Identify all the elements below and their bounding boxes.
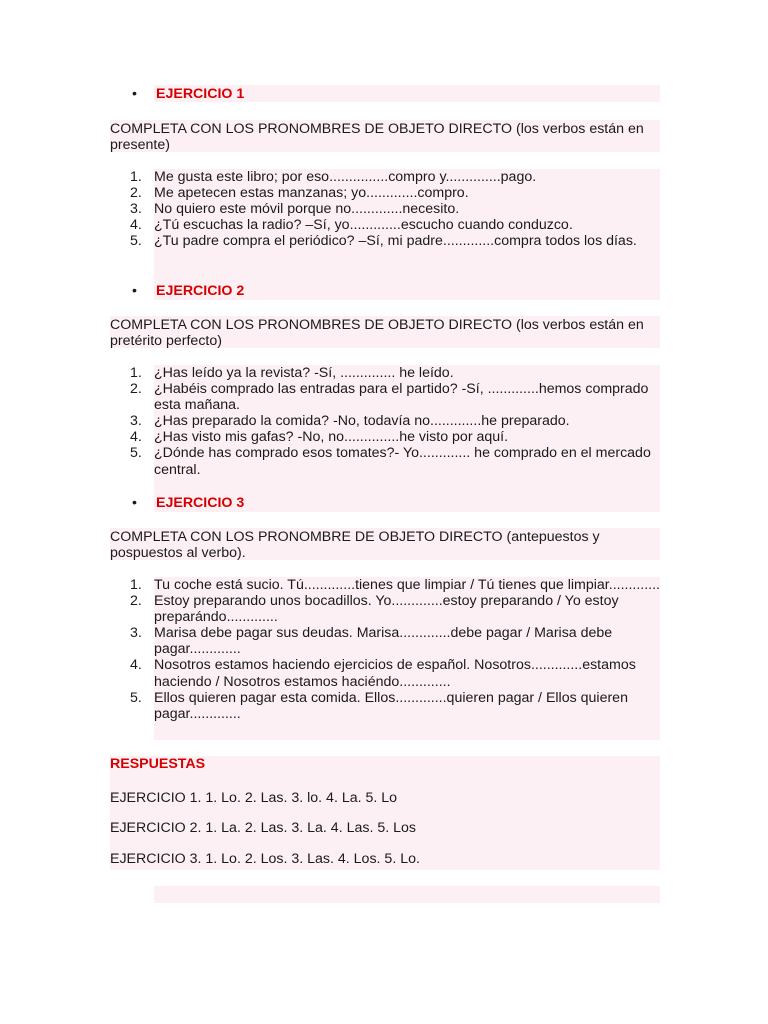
item-number: 4. [130,217,142,234]
item-number: 4. [130,429,142,446]
item-text: ¿Habéis comprado las entradas para el partido? -Sí, .............hemos comprado esta mañana. [154,381,649,414]
answer-line-3: EJERCICIO 3. 1. Lo. 2. Los. 3. Las. 4. Los. 5. Lo. [110,851,420,867]
item-text: No quiero este móvil porque no.............necesito. [154,201,460,218]
ex1-bullet: • [132,86,137,102]
item-text: ¿Dónde has comprado esos tomates?- Yo............. he comprado en el mercado central. [154,445,651,478]
band-empty-bottom [154,886,660,903]
answer-line-1: EJERCICIO 1. 1. Lo. 2. Las. 3. lo. 4. La. 5. Lo [110,790,398,806]
list-item [130,625,660,658]
answer-line-2: EJERCICIO 2. 1. La. 2. Las. 3. La. 4. Las. 5. Los [110,820,416,836]
item-text: Me gusta este libro; por eso...............compro y..............pago. [154,169,537,185]
item-number: 5. [130,233,142,250]
item-number: 3. [130,625,142,642]
ex3-instruction: COMPLETA CON LOS PRONOMBRE DE OBJETO DIRECTO (antepuestos y pospuestos al verbo). [110,529,600,561]
ex2-instruction: COMPLETA CON LOS PRONOMBRES DE OBJETO DIRECTO (los verbos están en pretérito perfecto) [110,317,644,349]
list-item [130,185,660,202]
item-number: 2. [130,593,142,610]
item-text: ¿Has visto mis gafas? -No, no..............he visto por aquí. [154,429,509,446]
item-number: 5. [130,689,142,706]
item-text: Tu coche está sucio. Tú.............tienes que limpiar / Tú tienes que limpiar............. [154,577,660,593]
ex3-list [130,577,660,722]
item-text: Marisa debe pagar sus deudas. Marisa.............debe pagar / Marisa debe pagar............. [154,625,613,658]
answers-heading: RESPUESTAS [110,756,206,772]
item-number: 1. [130,365,142,381]
item-text: ¿Has leído ya la revista? -Sí, .............. he leído. [154,365,454,381]
list-item [130,689,660,722]
item-number: 2. [130,381,142,398]
item-text: Estoy preparando unos bocadillos. Yo.............estoy preparando / Yo estoy preparándo............. [154,593,619,626]
item-text: ¿Has preparado la comida? -No, todavía no.............he preparado. [154,413,570,430]
list-item [130,201,660,218]
list-item [130,577,660,593]
item-text: Nosotros estamos haciendo ejercicios de español. Nosotros.............estamos haciendo / Nosotros estamos haciéndo............. [154,657,636,690]
item-number: 5. [130,445,142,462]
list-item [130,593,660,626]
ex1-heading: EJERCICIO 1 [156,86,245,102]
ex1-instruction: COMPLETA CON LOS PRONOMBRES DE OBJETO DIRECTO (los verbos están en presente) [110,121,644,153]
item-number: 3. [130,201,142,218]
item-text: Ellos quieren pagar esta comida. Ellos.............quieren pagar / Ellos quieren pagar............. [154,689,628,722]
list-item [130,233,660,250]
list-item [130,657,660,690]
item-text: ¿Tu padre compra el periódico? –Sí, mi padre.............compra todos los días. [154,233,637,250]
list-item [130,413,660,430]
ex2-bullet: • [132,283,137,299]
list-item [130,445,660,478]
list-item [130,381,660,414]
ex1-list [130,169,660,250]
list-item [130,429,660,446]
ex2-list [130,365,660,478]
list-item [130,365,660,381]
ex3-bullet: • [132,495,137,511]
item-number: 2. [130,185,142,202]
item-number: 4. [130,657,142,674]
item-number: 1. [130,577,142,593]
item-number: 1. [130,169,142,185]
ex2-heading: EJERCICIO 2 [156,283,245,299]
ex3-heading: EJERCICIO 3 [156,495,245,511]
item-number: 3. [130,413,142,430]
item-text: ¿Tú escuchas la radio? –Sí, yo.............escucho cuando conduzco. [154,217,573,234]
list-item [130,169,660,185]
list-item [130,217,660,234]
item-text: Me apetecen estas manzanas; yo.............compro. [154,185,469,202]
